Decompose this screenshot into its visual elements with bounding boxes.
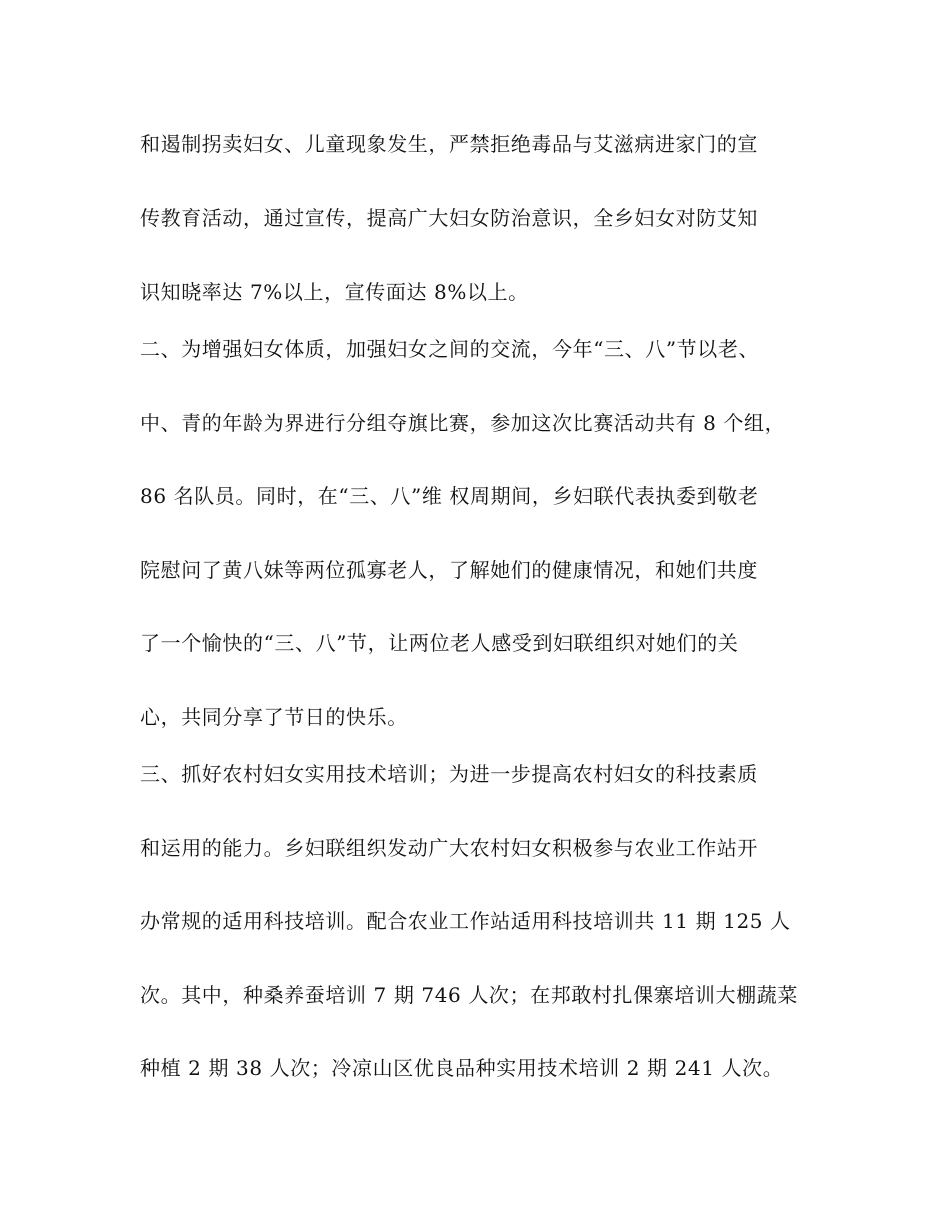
text-line-9: 心，共同分享了节日的快乐。	[140, 705, 408, 729]
text-line-11: 和运用的能力。乡妇联组织发动广大农村妇女积极参与农业工作站开	[140, 836, 758, 860]
text-line-10: 三、抓好农村妇女实用技术培训；为进一步提高农村妇女的科技素质	[140, 762, 758, 786]
text-line-3: 识知晓率达 7%以上，宣传面达 8%以上。	[140, 280, 529, 304]
text-line-14: 种植 2 期 38 人次；冷凉山区优良品种实用技术培训 2 期 241 人次。	[140, 1056, 784, 1080]
text-line-6: 86 名队员。同时，在“三、八”维 权周期间，乡妇联代表执委到敬老	[140, 484, 759, 508]
text-line-8: 了一个愉快的“三、八”节，让两位老人感受到妇联组织对她们的关	[140, 631, 739, 655]
text-line-1: 和遏制拐卖妇女、儿童现象发生，严禁拒绝毒品与艾滋病进家门的宣	[140, 132, 758, 156]
text-line-2: 传教育活动，通过宣传，提高广大妇女防治意识，全乡妇女对防艾知	[140, 206, 758, 230]
text-line-12: 办常规的适用科技培训。配合农业工作站适用科技培训共 11 期 125 人	[140, 909, 791, 933]
text-line-13: 次。其中，种桑养蚕培训 7 期 746 人次；在邦敢村扎倮寨培训大棚蔬菜	[140, 983, 798, 1007]
text-line-5: 中、青的年龄为界进行分组夺旗比赛，参加这次比赛活动共有 8 个组，	[140, 411, 786, 435]
text-line-7: 院慰问了黄八妹等两位孤寡老人，了解她们的健康情况，和她们共度	[140, 558, 758, 582]
text-line-4: 二、为增强妇女体质，加强妇女之间的交流，今年“三、八”节以老、	[140, 337, 760, 361]
